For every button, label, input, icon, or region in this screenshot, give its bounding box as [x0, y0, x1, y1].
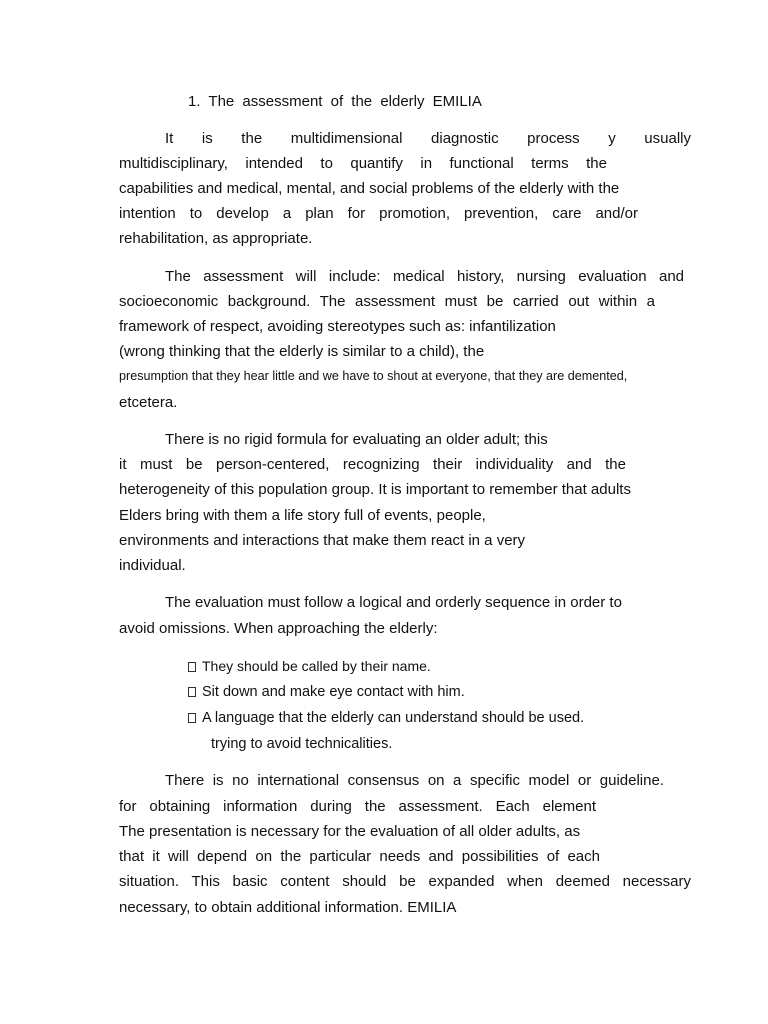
paragraph-line: multidisciplinary, intended to quantify in functional terms the: [119, 155, 607, 172]
paragraph-line: situation. This basic content should be expanded when deemed necessary: [119, 873, 691, 890]
paragraph-line: heterogeneity of this population group. It is important to remember that adults: [119, 481, 631, 498]
checkbox-bullet-icon: [188, 713, 196, 723]
checkbox-bullet-icon: [188, 662, 196, 672]
paragraph-line: individual.: [119, 557, 186, 574]
checkbox-bullet-icon: [188, 687, 196, 697]
list-item: [188, 682, 465, 702]
paragraph-line: for obtaining information during the assessment. Each element: [119, 798, 596, 815]
list-item-text: They should be called by their name.: [202, 658, 431, 674]
paragraph-line: rehabilitation, as appropriate.: [119, 230, 313, 247]
paragraph-line: that it will depend on the particular needs and possibilities of each: [119, 848, 600, 865]
paragraph-line: it must be person-centered, recognizing their individuality and the: [119, 456, 626, 473]
paragraph-line: There is no international consensus on a specific model or guideline.: [165, 772, 664, 789]
paragraph-line: etcetera.: [119, 394, 178, 411]
paragraph-line: framework of respect, avoiding stereotypes such as: infantilization: [119, 318, 556, 335]
paragraph-line: The evaluation must follow a logical and orderly sequence in order to: [165, 594, 622, 611]
paragraph-line: intention to develop a plan for promotion, prevention, care and/or: [119, 205, 638, 222]
paragraph-line: socioeconomic background. The assessment must be carried out within a: [119, 293, 655, 310]
paragraph-line: It is the multidimensional diagnostic process y usually: [165, 130, 691, 147]
paragraph-line: (wrong thinking that the elderly is similar to a child), the: [119, 343, 485, 360]
list-item-text: A language that the elderly can understand should be used.: [202, 710, 585, 726]
paragraph-line: There is no rigid formula for evaluating an older adult; this: [165, 431, 548, 448]
section-heading: 1. The assessment of the elderly EMILIA: [188, 93, 482, 110]
list-item-continuation: trying to avoid technicalities.: [211, 736, 393, 752]
paragraph-line: avoid omissions. When approaching the elderly:: [119, 620, 438, 637]
paragraph-line: presumption that they hear little and we have to shout at everyone, that they are demented,: [119, 369, 628, 383]
paragraph-line: Elders bring with them a life story full of events, people,: [119, 507, 486, 524]
paragraph-line: The assessment will include: medical history, nursing evaluation and: [165, 268, 684, 285]
paragraph-line: capabilities and medical, mental, and social problems of the elderly with the: [119, 180, 620, 197]
list-item: [188, 708, 584, 728]
list-item: [188, 656, 431, 676]
paragraph-line: The presentation is necessary for the evaluation of all older adults, as: [119, 823, 581, 840]
list-item-text: Sit down and make eye contact with him.: [202, 684, 465, 700]
paragraph-line: necessary, to obtain additional information. EMILIA: [119, 899, 457, 916]
paragraph-line: environments and interactions that make them react in a very: [119, 532, 526, 549]
